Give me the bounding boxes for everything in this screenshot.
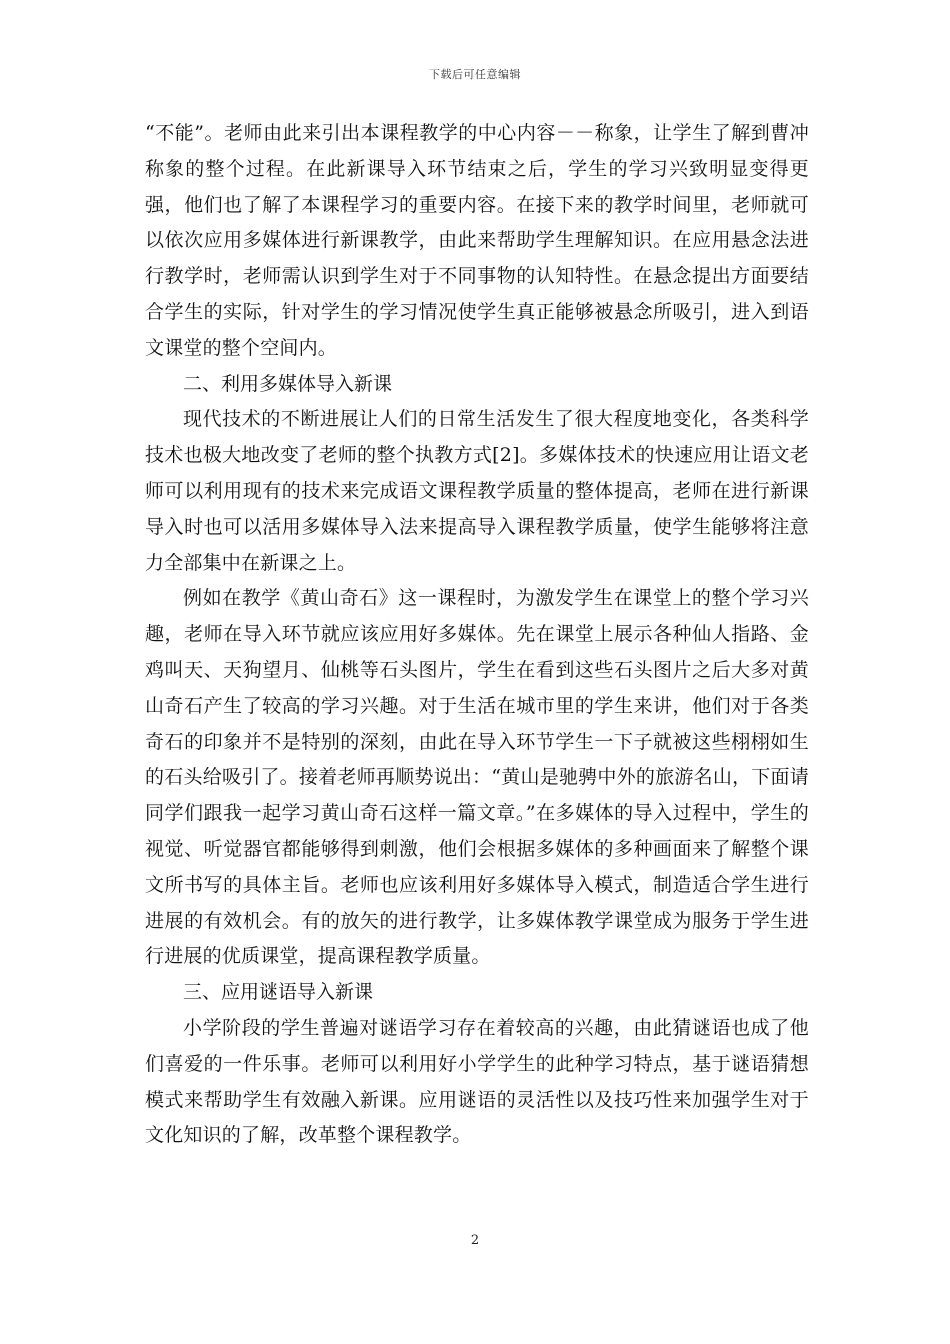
paragraph-huangshan-example: 例如在教学《黄山奇石》这一课程时，为激发学生在课堂上的整个学习兴趣，老师在导入环节就应该应用好多媒体。先在课堂上展示各种仙人指路、金鸡叫天、天狗望月、仙桃等石头图片，学生在看到这些石头图片之后大多对黄山奇石产生了较高的学习兴趣。对于生活在城市里的学生来讲，他们对于各类奇石的印象并不是特别的深刻，由此在导入环节学生一下子就被这些栩栩如生的石头给吸引了。接着老师再顺势说出：“黄山是驰骋中外的旅游名山，下面请同学们跟我一起学习黄山奇石这样一篇文章。”在多媒体的导入过程中，学生的视觉、听觉器官都能够得到刺激，他们会根据多媒体的多种画面来了解整个课文所书写的具体主旨。老师也应该利用好多媒体导入模式，制造适合学生进行进展的有效机会。有的放矢的进行教学，让多媒体教学课堂成为服务于学生进行进展的优质课堂，提高课程教学质量。 bbox=[145, 587, 809, 968]
document-body bbox=[145, 116, 809, 1154]
page-number: 2 bbox=[470, 1233, 480, 1248]
paragraph-riddle-intro: 小学阶段的学生普遍对谜语学习存在着较高的兴趣，由此猜谜语也成了他们喜爱的一件乐事。老师可以利用好小学学生的此种学习特点，基于谜语猜想模式来帮助学生有效融入新课。应用谜语的灵活性以及技巧性来加强学生对于文化知识的了解，改革整个课程教学。 bbox=[145, 1016, 809, 1147]
section-heading-multimedia: 二、利用多媒体导入新课 bbox=[183, 372, 393, 395]
page-header: 下载后可任意编辑 bbox=[429, 68, 521, 81]
section-heading-riddle: 三、应用谜语导入新课 bbox=[183, 981, 374, 1004]
paragraph-multimedia-intro: 现代技术的不断进展让人们的日常生活发生了很大程度地变化，各类科学技术也极大地改变了老师的整个执教方式[2]。多媒体技术的快速应用让语文老师可以利用现有的技术来完成语文课程教学质量的整体提高，老师在进行新课导入时也可以活用多媒体导入法来提高导入课程教学质量，使学生能够将注意力全部集中在新课之上。 bbox=[145, 408, 809, 574]
paragraph-continuation: “不能”。老师由此来引出本课程教学的中心内容－－称象，让学生了解到曹冲称象的整个过程。在此新课导入环节结束之后，学生的学习兴致明显变得更强，他们也了解了本课程学习的重要内容。在接下来的教学时间里，老师就可以依次应用多媒体进行新课教学，由此来帮助学生理解知识。在应用悬念法进行教学时，老师需认识到学生对于不同事物的认知特性。在悬念提出方面要结合学生的实际，针对学生的学习情况使学生真正能够被悬念所吸引，进入到语文课堂的整个空间内。 bbox=[145, 122, 809, 359]
